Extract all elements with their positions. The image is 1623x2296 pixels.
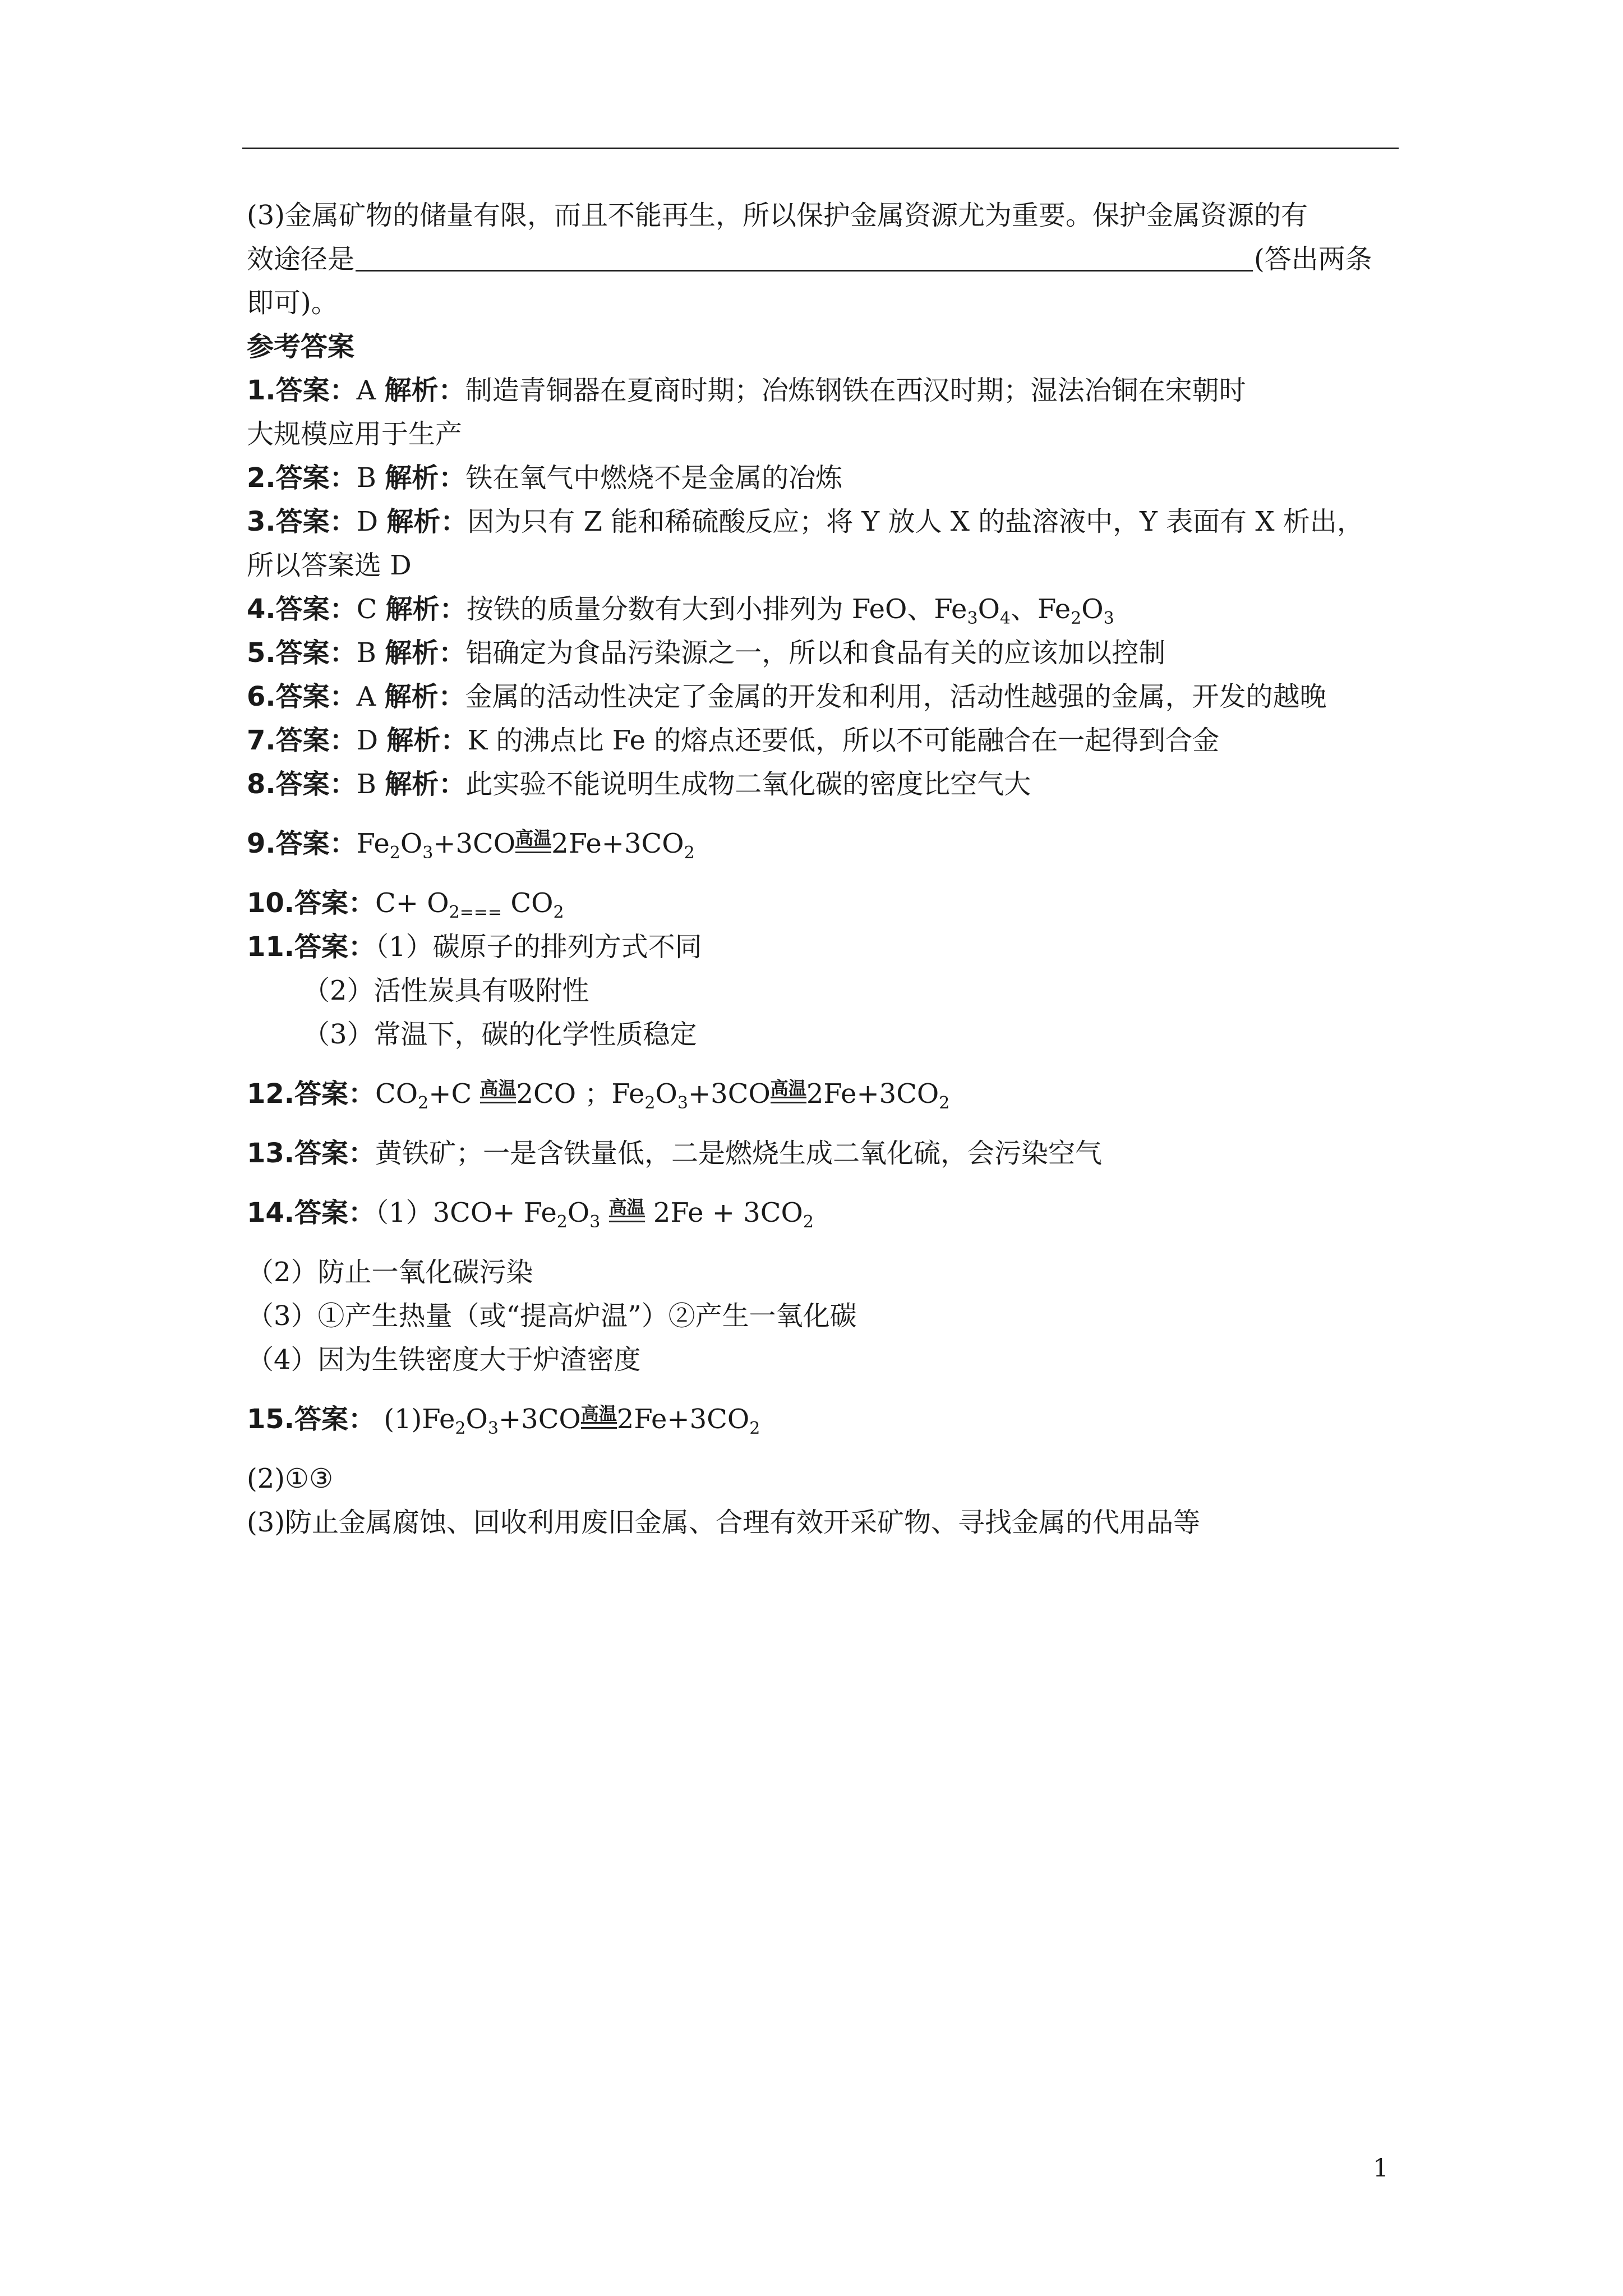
answer-choice: D [356, 725, 379, 756]
subscript: 2 [1071, 609, 1082, 628]
analysis-label: 解析： [386, 725, 468, 756]
answer-3-cont: 所以答案选 D [247, 550, 412, 581]
reaction-condition [581, 1405, 617, 1441]
subscript: 2 [644, 1093, 656, 1113]
subscript: 2 [556, 1212, 568, 1232]
intro-line-2 [247, 237, 1402, 281]
answer-number: 11. [247, 931, 295, 963]
answer-label: 答案： [275, 593, 357, 625]
answer-13 [247, 1131, 1402, 1175]
answer-1 [247, 369, 1402, 412]
analysis-label: 解析： [386, 506, 468, 537]
formula-part: 2Fe+3CO [551, 828, 684, 859]
answer-3 [247, 500, 1402, 544]
condition-label: 高温 [515, 827, 552, 849]
condition-label: 高温 [608, 1197, 645, 1218]
page-number: 1 [1373, 2154, 1389, 2183]
subscript: 2 [749, 1419, 760, 1438]
reaction-condition [515, 827, 552, 866]
answer-number: 15. [247, 1404, 295, 1435]
answer-text: 黄铁矿；一是含铁量低，二是燃烧生成二氧化硫，会污染空气 [375, 1138, 1103, 1169]
formula-part: +C [428, 1078, 481, 1110]
subscript: 2 [684, 843, 695, 863]
analysis-label: 解析： [384, 681, 465, 712]
intro-line-3: 即可)。 [247, 287, 338, 319]
answer-choice: B [356, 769, 376, 800]
intro-prefix: 效途径是 [247, 243, 355, 275]
answer-choice: B [356, 462, 376, 494]
answer-number: 1. [247, 375, 276, 406]
answer-label: 答案： [294, 887, 376, 919]
answer-choice: D [356, 506, 379, 537]
analysis-text: 此实验不能说明生成物二氧化碳的密度比空气大 [465, 769, 1031, 800]
analysis-text: 金属的活动性决定了金属的开发和利用，活动性越强的金属，开发的越晚 [465, 681, 1327, 712]
answer-label: 答案： [294, 1138, 376, 1169]
answer-1-cont: 大规模应用于生产 [247, 418, 463, 450]
answer-15 [247, 1397, 1402, 1441]
answer-8 [247, 762, 1402, 806]
subscript: 4 [999, 609, 1011, 628]
reaction-condition [771, 1080, 806, 1116]
analysis-label: 解析： [385, 637, 466, 669]
subscript: 2 [418, 1093, 429, 1113]
answer-6 [247, 675, 1402, 719]
answer-number: 7. [247, 725, 276, 756]
subscript: 3 [967, 609, 978, 628]
reaction-condition [609, 1199, 645, 1235]
answer-11 [247, 925, 1402, 969]
analysis-text: 因为只有 Z 能和稀硫酸反应；将 Y 放人 X 的盐溶液中，Y 表面有 X 析出， [467, 506, 1364, 537]
answer-label: 答案： [275, 506, 357, 537]
formula-part: 、Fe [1011, 593, 1071, 625]
answer-14-item: （2）防止一氧化碳污染 [247, 1257, 533, 1288]
subscript: 3 [422, 843, 434, 863]
formula-part: (1)Fe [375, 1404, 455, 1435]
answer-4 [247, 587, 1402, 631]
analysis-label: 解析： [385, 769, 466, 800]
header-rule [242, 148, 1399, 149]
subscript: 3 [677, 1093, 688, 1113]
answer-number: 5. [247, 637, 276, 669]
answer-14-item: （4）因为生铁密度大于炉渣密度 [247, 1344, 641, 1375]
formula-part: 2CO ；Fe [516, 1078, 645, 1110]
formula-part: （1）3CO+ Fe [375, 1197, 557, 1228]
subscript: 2=== [449, 903, 502, 922]
formula-part: C+ O [375, 887, 449, 919]
subscript: 2 [455, 1419, 466, 1438]
answer-label: 答案： [275, 681, 357, 712]
answer-number: 8. [247, 769, 276, 800]
answer-choice: C [356, 593, 377, 625]
answer-label: 答案： [294, 1197, 376, 1228]
formula-part: O [400, 828, 423, 859]
answer-label: 答案： [275, 725, 357, 756]
answer-label: 答案： [275, 375, 357, 406]
answer-choice: A [356, 375, 376, 406]
analysis-label: 解析： [385, 593, 467, 625]
answer-number: 6. [247, 681, 276, 712]
answers-heading: 参考答案 [247, 331, 355, 362]
answer-item: （1）碳原子的排列方式不同 [375, 931, 702, 963]
subscript: 3 [487, 1419, 499, 1438]
answer-number: 9. [247, 828, 276, 859]
answer-blank[interactable] [356, 242, 1253, 272]
answer-11-item: （3）常温下，碳的化学性质稳定 [303, 1019, 697, 1050]
condition-label: 高温 [580, 1403, 617, 1424]
reaction-condition [480, 1080, 516, 1116]
answer-label: 答案： [294, 1078, 376, 1110]
answer-number: 12. [247, 1078, 295, 1110]
answer-14 [247, 1191, 1402, 1235]
subscript: 3 [1103, 609, 1114, 628]
condition-label: 高温 [480, 1078, 517, 1099]
formula-part: +3CO [433, 828, 516, 859]
document-body [247, 194, 1402, 1544]
answer-label: 答案： [275, 769, 357, 800]
answer-choice: B [356, 637, 376, 669]
answer-9 [247, 822, 1402, 866]
answer-choice: A [356, 681, 376, 712]
answer-label: 答案： [294, 1404, 376, 1435]
formula-part: CO [502, 887, 554, 919]
formula-part: 2Fe+3CO [806, 1078, 939, 1110]
answer-label: 答案： [275, 828, 357, 859]
analysis-text: K 的沸点比 Fe 的熔点还要低，所以不可能融合在一起得到合金 [467, 725, 1220, 756]
answer-5 [247, 631, 1402, 675]
answer-10 [247, 881, 1402, 925]
condition-label: 高温 [770, 1078, 806, 1099]
answer-label: 答案： [275, 462, 357, 494]
analysis-label: 解析： [384, 375, 465, 406]
subscript: 2 [389, 843, 400, 863]
subscript: 2 [803, 1212, 814, 1232]
answer-number: 10. [247, 887, 295, 919]
answer-label: 答案： [294, 931, 376, 963]
formula-part: O [978, 593, 1000, 625]
answer-12 [247, 1072, 1402, 1116]
analysis-text: 按铁的质量分数有大到小排列为 FeO、Fe [466, 593, 967, 625]
answer-14-item: （3）①产生热量（或“提高炉温”）②产生一氧化碳 [247, 1300, 857, 1332]
answer-number: 4. [247, 593, 276, 625]
answer-number: 13. [247, 1138, 295, 1169]
analysis-text: 铝确定为食品污染源之一，所以和食品有关的应该加以控制 [465, 637, 1166, 669]
formula-part: 2Fe+3CO [616, 1404, 750, 1435]
intro-suffix: (答出两条 [1254, 243, 1372, 275]
formula-part: +3CO [688, 1078, 771, 1110]
answer-number: 14. [247, 1197, 295, 1228]
answer-2 [247, 456, 1402, 500]
subscript: 3 [589, 1212, 601, 1232]
formula-part: +3CO [498, 1404, 581, 1435]
answer-11-item: （2）活性炭具有吸附性 [303, 975, 589, 1006]
analysis-text: 制造青铜器在夏商时期；冶炼钢铁在西汉时期；湿法冶铜在宋朝时 [465, 375, 1246, 406]
formula-part: Fe [356, 828, 390, 859]
formula-part: O [567, 1197, 590, 1228]
formula-part: O [655, 1078, 677, 1110]
formula-part: O [465, 1404, 488, 1435]
subscript: 2 [939, 1093, 950, 1113]
formula-part: O [1081, 593, 1104, 625]
answer-number: 2. [247, 462, 276, 494]
analysis-label: 解析： [385, 462, 466, 494]
formula-part: 2Fe + 3CO [644, 1197, 803, 1228]
answer-15-item: (3)防止金属腐蚀、回收利用废旧金属、合理有效开采矿物、寻找金属的代用品等 [247, 1507, 1200, 1538]
formula-part: CO [375, 1078, 418, 1110]
intro-line-1: (3)金属矿物的储量有限，而且不能再生，所以保护金属资源尤为重要。保护金属资源的有 [247, 200, 1308, 231]
answer-label: 答案： [275, 637, 357, 669]
analysis-text: 铁在氧气中燃烧不是金属的冶炼 [465, 462, 843, 494]
answer-15-item: (2)①③ [247, 1463, 334, 1494]
answer-7 [247, 719, 1402, 762]
answer-number: 3. [247, 506, 276, 537]
subscript: 2 [553, 903, 564, 922]
